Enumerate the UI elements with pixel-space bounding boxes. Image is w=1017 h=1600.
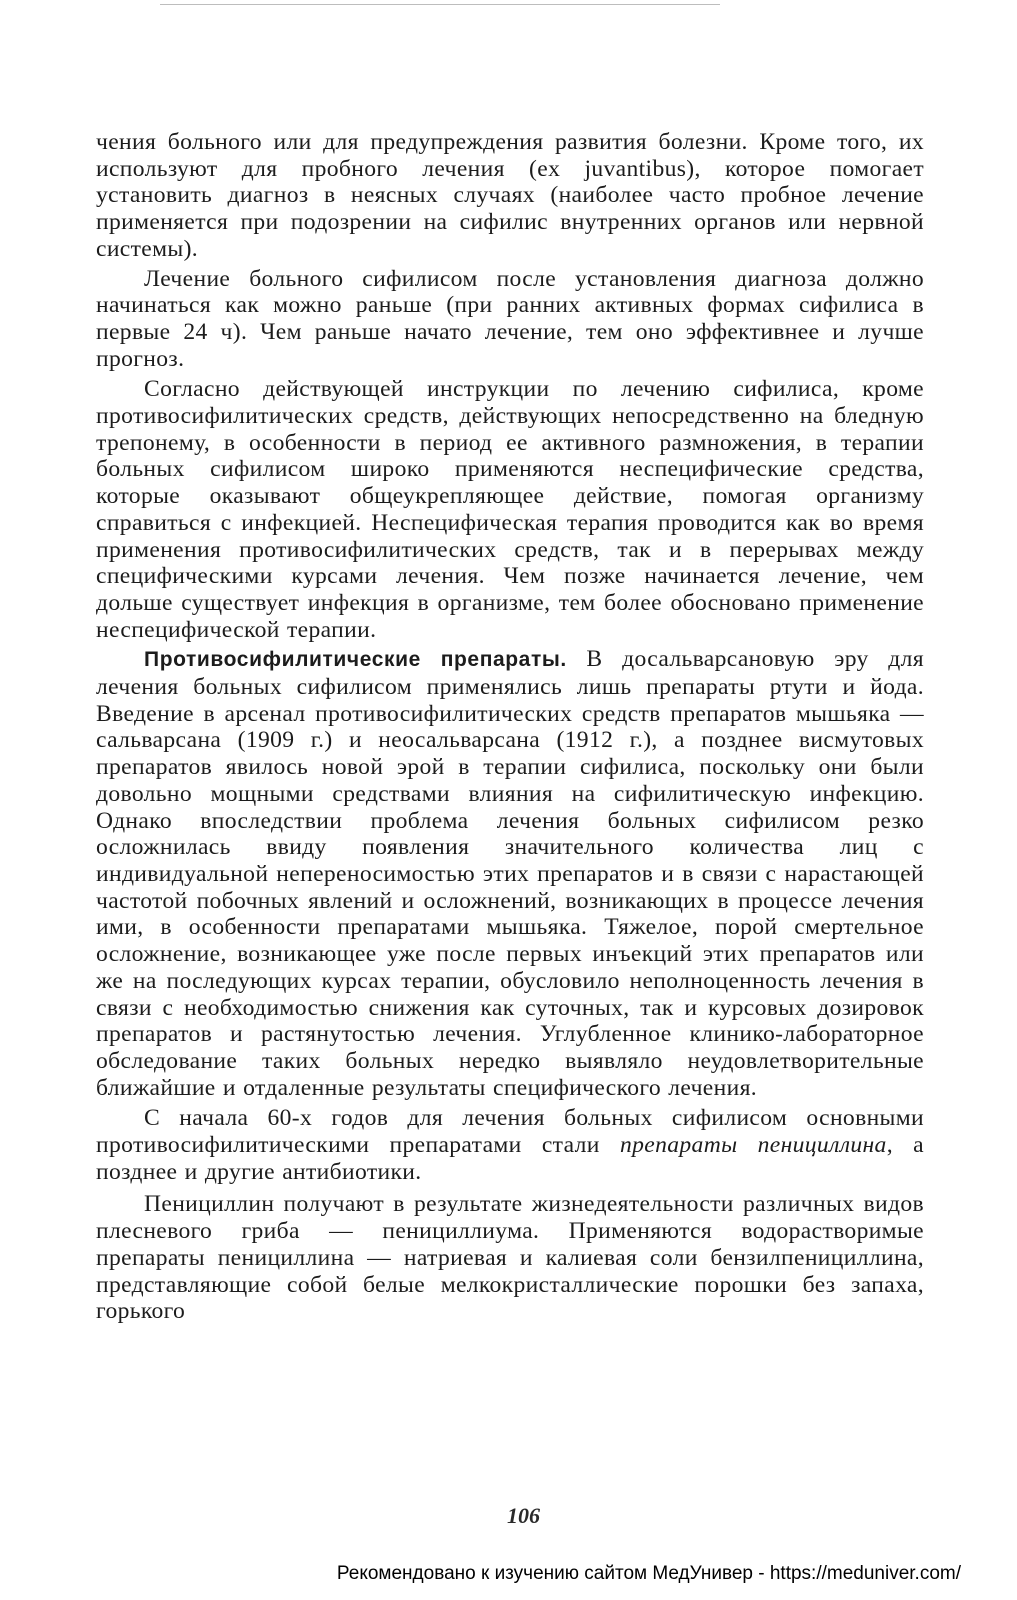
paragraph-5-text-end: , а позднее и другие антибиотики. xyxy=(96,1132,925,1185)
page-body xyxy=(96,129,924,1325)
paragraph-5 xyxy=(96,1105,924,1185)
paragraph-4-text: В досальварсановую эру для лечения больных сифилисом применялись лишь препараты ртути и йода. Введение в арсенал противосифилитических средств препаратов мышьяка — сальварсана (1909 г.) и неосальварсана (1912 г.), а позднее висмутовых препаратов явилось новой эрой в терапии сифилиса, поскольку они были довольно мощными средствами влияния на сифилитическую инфекцию. Однако впоследствии проблема лечения больных сифилисом резко осложнилась ввиду появления значительного количества лиц с индивидуальной непереносимостью этих препаратов и в связи с нарастающей частотой побочных явлений и осложнений, возникающих в процессе лечения ими, в особенности препаратами мышьяка. Тяжелое, порой смертельное осложнение, возникающее уже после первых инъекций этих препаратов или же на последующих курсах терапии, обусловило неполноценность лечения в связи с необходимостью снижения как суточных, так и курсовых дозировок препаратов и растянутостью лечения. Углубленное клинико-лабораторное обследование таких больных нередко выявляло неудовлетворительные ближайшие и отдаленные результаты специфического лечения. xyxy=(96,646,924,1101)
footer-recommendation: Рекомендовано к изучению сайтом МедУнивер - https://meduniver.com/ xyxy=(336,1563,961,1584)
paragraph-3: Согласно действующей инструкции по лечению сифилиса, кроме противосифилитических средств, действующих непосредственно на бледную трепонему, в особенности в период ее активного размножения, в терапии больных сифилисом широко применяются неспецифические средства, которые оказывают общеукрепляющее действие, помогая организму справиться с инфекцией. Неспецифическая терапия проводится как во время применения противосифилитических средств, так и в перерывах между специфическими курсами лечения. Чем позже начинается лечение, чем дольше существует инфекция в организме, тем более обосновано применение неспецифической терапии. xyxy=(96,376,924,643)
page-number: 106 xyxy=(507,1503,540,1528)
paragraph-5-text-start: С начала 60-х годов для лечения больных сифилисом основными противосифилитическими препаратами стали xyxy=(96,1105,924,1159)
top-rule xyxy=(160,4,720,5)
paragraph-1: чения больного или для предупреждения развития болезни. Кроме того, их используют для пробного лечения (ex juvantibus), которое помогает установить диагноз в неясных случаях (наиболее часто пробное лечение применяется при подозрении на сифилис внутренних органов или нервной системы). xyxy=(96,129,924,262)
section-heading: Противосифилитические препараты. xyxy=(144,648,567,672)
paragraph-4 xyxy=(96,646,924,1101)
paragraph-6: Пенициллин получают в результате жизнедеятельности различных видов плесневого гриба — пенициллиума. Применяются водорастворимые препараты пенициллина — натриевая и калиевая соли бензилпенициллина, представляющие собой белые мелкокристаллические порошки без запаха, горького xyxy=(96,1191,924,1325)
paragraph-2: Лечение больного сифилисом после установления диагноза должно начинаться как можно раньше (при ранних активных формах сифилиса в первые 24 ч). Чем раньше начато лечение, тем оно эффективнее и лучше прогноз. xyxy=(96,265,924,372)
emphasis-penicillin: препараты пенициллина xyxy=(619,1132,887,1159)
